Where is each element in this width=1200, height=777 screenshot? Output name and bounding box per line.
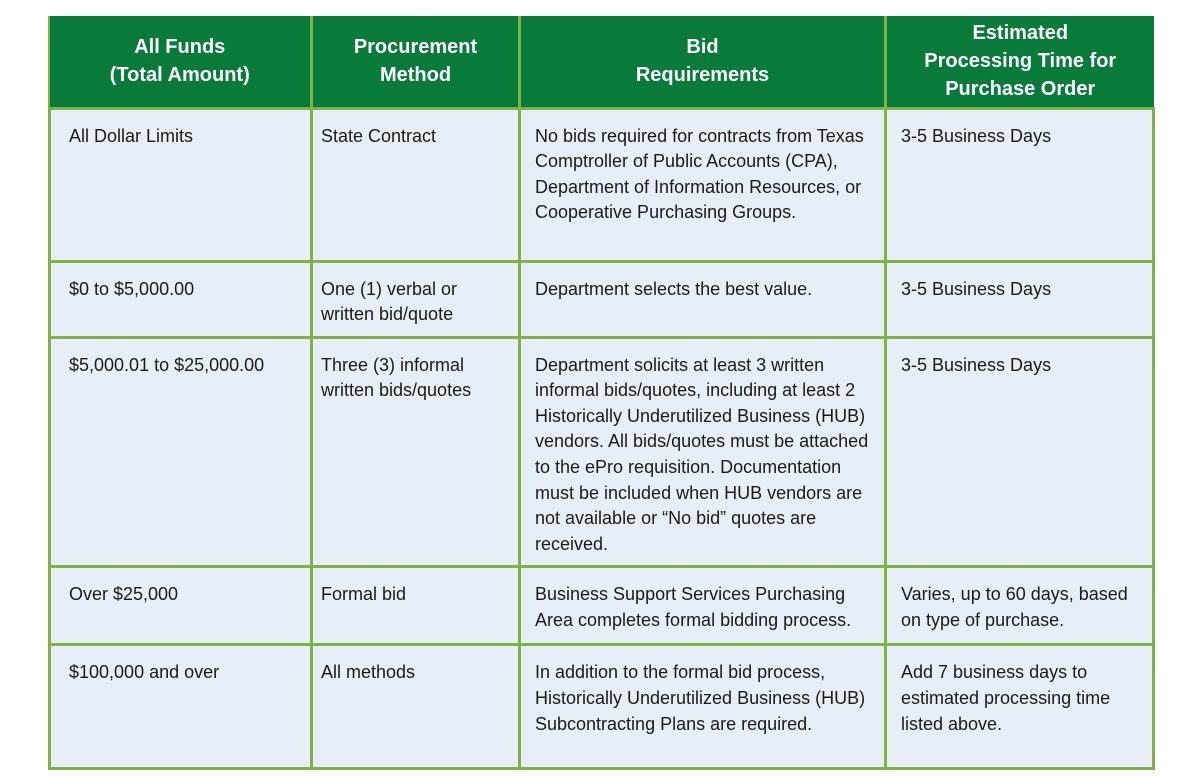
cell-time: Add 7 business days to estimated processing time listed above.: [886, 645, 1154, 769]
table-header-row: [50, 16, 1154, 108]
cell-method: Three (3) informal written bids/quotes: [312, 337, 520, 567]
cell-requirements: No bids required for contracts from Texas Comptroller of Public Accounts (CPA), Department of Information Resources, or Cooperative Purchasing Groups.: [520, 108, 886, 261]
cell-amount: $0 to $5,000.00: [50, 261, 312, 337]
cell-amount: All Dollar Limits: [50, 108, 312, 261]
procurement-table-container: [48, 16, 1152, 764]
cell-requirements: In addition to the formal bid process, Historically Underutilized Business (HUB) Subcontracting Plans are required.: [520, 645, 886, 769]
header-all-funds: All Funds (Total Amount): [50, 16, 312, 108]
cell-amount: $100,000 and over: [50, 645, 312, 769]
cell-time: Varies, up to 60 days, based on type of purchase.: [886, 567, 1154, 645]
table-row: [50, 108, 1154, 261]
header-processing-time: Estimated Processing Time for Purchase Order: [886, 16, 1154, 108]
cell-method: One (1) verbal or written bid/quote: [312, 261, 520, 337]
cell-time: 3-5 Business Days: [886, 108, 1154, 261]
cell-method: Formal bid: [312, 567, 520, 645]
header-procurement-method: Procurement Method: [312, 16, 520, 108]
procurement-table: [48, 16, 1155, 770]
table-row: [50, 337, 1154, 567]
cell-method: State Contract: [312, 108, 520, 261]
cell-amount: Over $25,000: [50, 567, 312, 645]
cell-time: 3-5 Business Days: [886, 261, 1154, 337]
table-row: [50, 645, 1154, 769]
cell-requirements: Business Support Services Purchasing Area completes formal bidding process.: [520, 567, 886, 645]
cell-method: All methods: [312, 645, 520, 769]
cell-requirements: Department solicits at least 3 written informal bids/quotes, including at least 2 Historically Underutilized Business (HUB) vendors. All bids/quotes must be attached to the ePro requisition. Documentation must be included when HUB vendors are not available or “No bid” quotes are received.: [520, 337, 886, 567]
cell-requirements: Department selects the best value.: [520, 261, 886, 337]
cell-time: 3-5 Business Days: [886, 337, 1154, 567]
table-row: [50, 567, 1154, 645]
table-row: [50, 261, 1154, 337]
header-bid-requirements: Bid Requirements: [520, 16, 886, 108]
cell-amount: $5,000.01 to $25,000.00: [50, 337, 312, 567]
